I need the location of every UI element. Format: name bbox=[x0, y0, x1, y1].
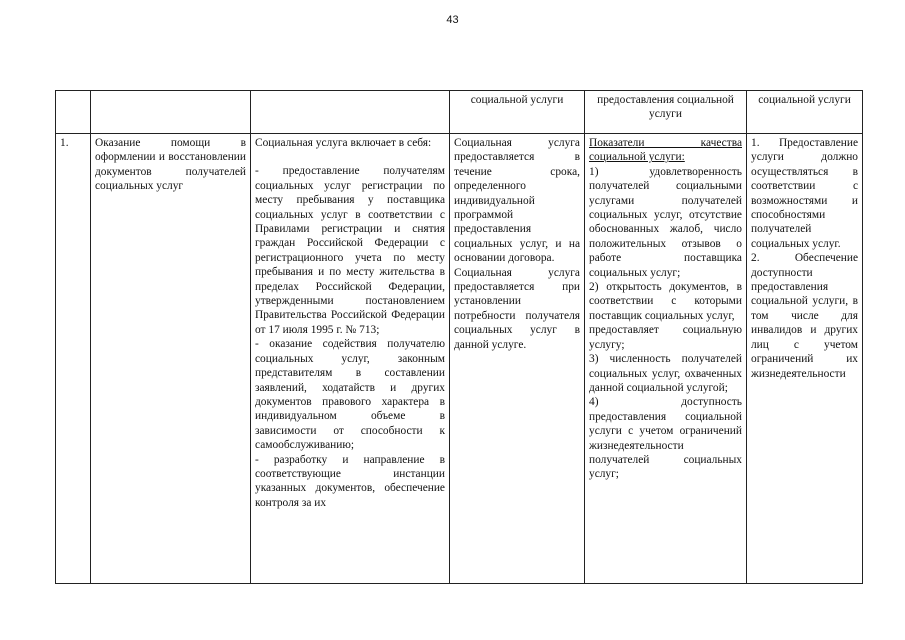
quality-item: 2) открытость документов, в соответствии с которыми поставщик социальных услуг, bbox=[589, 281, 742, 322]
terms-paragraph: Социальная услуга предоставляется при установлении потребности получателя социальных услуг в данной услуге. bbox=[454, 266, 580, 351]
quality-item: 4) доступность предоставления социальной услуги с учетом ограничений жизнедеятельности получателей социальных услуг; bbox=[589, 396, 742, 481]
quality-item: 3) численность получателей социальных услуг, охваченных данной социальной услугой; bbox=[589, 353, 742, 394]
services-table bbox=[55, 90, 863, 584]
continuation-cell-terms: социальной услуги bbox=[450, 91, 585, 134]
continuation-cell-conditions: социальной услуги bbox=[747, 91, 863, 134]
quality-cell bbox=[585, 134, 747, 584]
conditions-item: 1. Предоставление услуги должно осуществляться в соответствии с возможностями и способностями получателей социальных услуг. bbox=[751, 137, 858, 250]
continuation-row bbox=[56, 91, 863, 134]
conditions-item: 2. Обеспечение доступности предоставления социальной услуги, в том числе для инвалидов и других лиц с учетом ограничений их жизнедеятельности bbox=[751, 252, 858, 380]
terms-paragraph: Социальная услуга предоставляется в течение срока, определенного индивидуальной программой предоставления социальных услуг, и на основании договора. bbox=[454, 137, 580, 265]
table-row bbox=[56, 134, 863, 584]
row-number: 1. bbox=[56, 134, 91, 584]
quality-heading: Показатели качества социальной услуги: bbox=[589, 137, 742, 164]
continuation-cell-quality: предоставления социальной услуги bbox=[585, 91, 747, 134]
conditions-cell bbox=[747, 134, 863, 584]
continuation-cell-number bbox=[56, 91, 91, 134]
description-item: - предоставление получателям социальных услуг регистрации по месту пребывания у поставщика социальных услуг в соответствии с Правилами регистрации и снятия граждан Российской Федерации с регистрационного учета по месту пребывания и по месту жительства в пределах Российской Федерации, утвержденными постановлением Правительства Российской Федерации от 17 июля 1995 г. № 713; bbox=[255, 165, 445, 336]
description-intro: Социальная услуга включает в себя: bbox=[255, 137, 432, 149]
page-number: 43 bbox=[446, 14, 459, 26]
description-spacer bbox=[255, 150, 445, 164]
continuation-cell-description bbox=[251, 91, 450, 134]
continuation-cell-name bbox=[91, 91, 251, 134]
service-name-cell: Оказание помощи в оформлении и восстановлении документов получателей социальных услуг bbox=[91, 134, 251, 584]
quality-item: 1) удовлетворенность получателей социальными услугами получателей социальных услуг, отсутствие обоснованных жалоб, число положительных отзывов о работе поставщика социальных услуг; bbox=[589, 165, 742, 279]
terms-cell bbox=[450, 134, 585, 584]
description-cell bbox=[251, 134, 450, 584]
description-item: - оказание содействия получателю социальных услуг, законным представителям в составлении заявлений, ходатайств и других документов правового характера в индивидуальном объеме в зависимости от способности к самообслуживанию; bbox=[255, 338, 445, 452]
quality-item: предоставляет социальную услугу; bbox=[589, 324, 742, 351]
description-item: - разработку и направление в соответствующие инстанции указанных документов, обеспечение контроля за их bbox=[255, 453, 445, 509]
